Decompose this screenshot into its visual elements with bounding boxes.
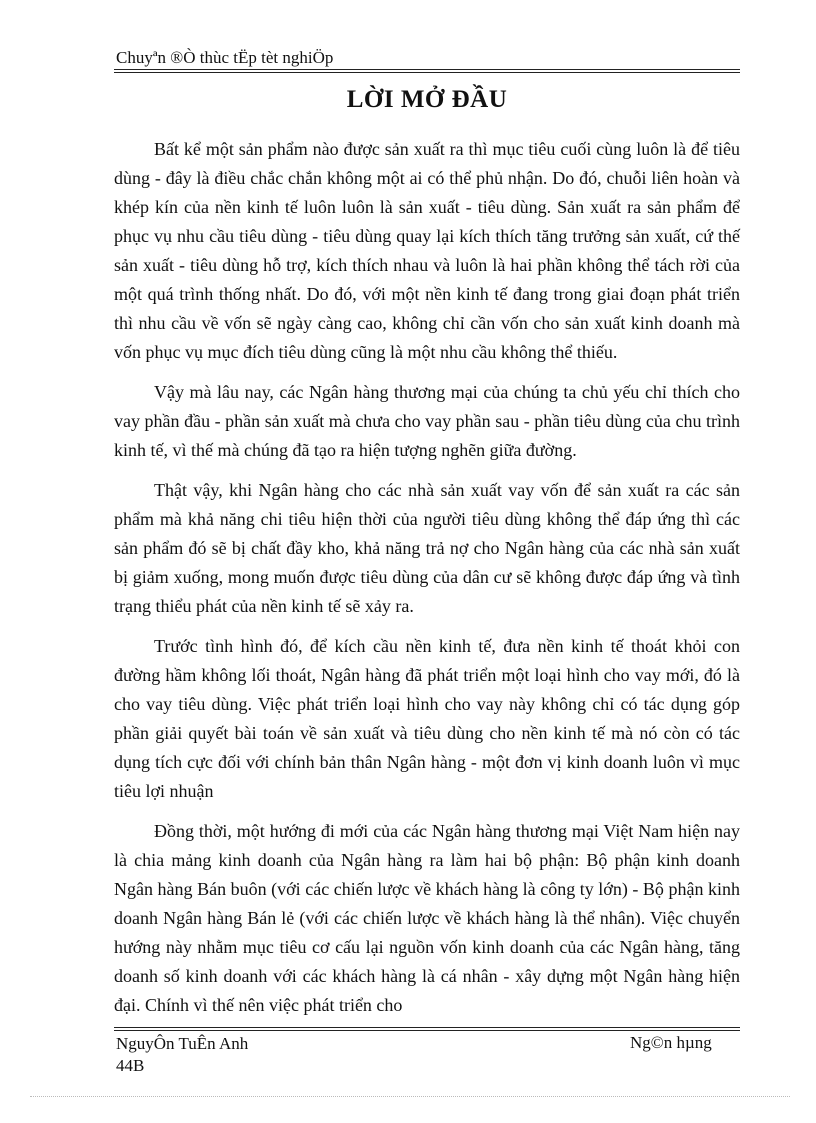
paragraph: Thật vậy, khi Ngân hàng cho các nhà sản xuất vay vốn để sản xuất ra các sản phẩm mà khả năng chi tiêu hiện thời của người tiêu dùng không thể đáp ứng thì các sản phẩm đó sẽ bị chất đầy kho, khả năng trả nợ cho Ngân hàng của các nhà sản xuất bị giảm xuống, mong muốn được tiêu dùng của dân cư sẽ không được đáp ứng và tình trạng thiểu phát của nền kinh tế sẽ xảy ra. xyxy=(114,480,740,616)
paragraph: Vậy mà lâu nay, các Ngân hàng thương mại của chúng ta chủ yếu chỉ thích cho vay phần đầu - phần sản xuất mà chưa cho vay phần sau - phần tiêu dùng của chu trình kinh tế, vì thế mà chúng đã tạo ra hiện tượng nghẽn giữa đường. xyxy=(114,382,740,460)
header-rule-bottom xyxy=(114,72,740,73)
paragraph: Bất kể một sản phẩm nào được sản xuất ra thì mục tiêu cuối cùng luôn là để tiêu dùng - đây là điều chắc chắn không một ai có thể phủ nhận. Do đó, chuỗi liên hoàn và khép kín của nền kinh tế luôn luôn là sản xuất - tiêu dùng. Sản xuất ra sản phẩm để phục vụ nhu cầu tiêu dùng - tiêu dùng quay lại kích thích tăng trưởng sản xuất, cứ thế sản xuất - tiêu dùng hỗ trợ, kích thích nhau và luôn là hai phần không thể tách rời của một quá trình thống nhất. Do đó, với một nền kinh tế đang trong giai đoạn phát triển thì nhu cầu về vốn sẽ ngày càng cao, không chỉ cần vốn cho sản xuất kinh doanh mà vốn phục vụ mục đích tiêu dùng cũng là một nhu cầu không thể thiếu. xyxy=(114,139,740,362)
page-bottom-border xyxy=(30,1096,790,1097)
footer-rule-bottom xyxy=(114,1030,740,1031)
page-header: Chuyªn ®Ò thùc tËp tèt nghiÖp xyxy=(116,48,334,67)
body-text xyxy=(114,135,740,1031)
footer-department: Ng©n hµng xyxy=(630,1033,712,1052)
paragraph: Trước tình hình đó, để kích cầu nền kinh tế, đưa nền kinh tế thoát khỏi con đường hầm không lối thoát, Ngân hàng đã phát triển một loại hình cho vay mới, đó là cho vay tiêu dùng. Việc phát triển loại hình cho vay này không chỉ có tác dụng góp phần giải quyết bài toán về sản xuất và tiêu dùng cho nền kinh tế mà nó còn có tác dụng tích cực đối với chính bản thân Ngân hàng - một đơn vị kinh doanh luôn vì mục tiêu lợi nhuận xyxy=(114,636,740,801)
footer-author-block xyxy=(116,1033,248,1077)
page-title: LỜI MỞ ĐẦU xyxy=(346,86,508,113)
footer-class: 44B xyxy=(116,1056,145,1075)
footer-author: NguyÔn TuÊn Anh xyxy=(116,1034,249,1053)
footer-rule-top xyxy=(114,1027,740,1028)
header-rule-top xyxy=(114,69,740,70)
paragraph: Đồng thời, một hướng đi mới của các Ngân hàng thương mại Việt Nam hiện nay là chia mảng kinh doanh của Ngân hàng ra làm hai bộ phận: Bộ phận kinh doanh Ngân hàng Bán buôn (với các chiến lược về khách hàng là công ty lớn) - Bộ phận kinh doanh Ngân hàng Bán lẻ (với các chiến lược về khách hàng là thể nhân). Việc chuyển hướng này nhằm mục tiêu cơ cấu lại nguồn vốn kinh doanh của các Ngân hàng, tăng doanh số kinh doanh với các khách hàng là cá nhân - xây dựng một Ngân hàng hiện đại. Chính vì thế nên việc phát triển cho xyxy=(114,821,740,1015)
